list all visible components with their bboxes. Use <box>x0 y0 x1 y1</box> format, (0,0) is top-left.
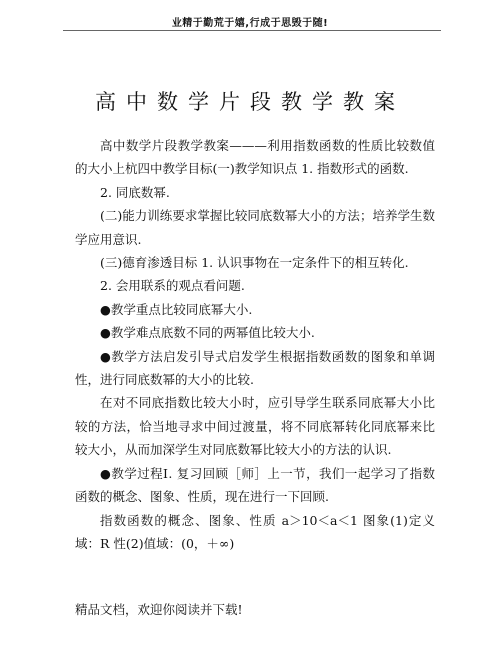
paragraph-connection-view: 2. 会用联系的观点看问题. <box>100 278 245 294</box>
paragraph-moral-goals: (三)德育渗透目标 1. 认识事物在一定条件下的相互转化. <box>100 255 409 271</box>
paragraph-teaching-focus: ●教学重点比较同底幂大小. <box>100 301 253 317</box>
footer-note: 精品文档，欢迎你阅读并下载! <box>75 602 243 617</box>
paragraph-function-properties: 指数函数的概念、图象、性质 a＞10＜a＜1 图象(1)定义域：R 性(2)值域：(0，＋∞) <box>75 512 435 551</box>
paragraph-intro: 高中数学片段教学教案———利用指数函数的性质比较数值的大小上杭四中教学目标(一)教学知识点 1. 指数形式的函数. <box>75 138 435 177</box>
header-motto: 业精于勤荒于嬉,行成于思毁于随! <box>171 18 329 29</box>
document-body <box>75 134 435 555</box>
paragraph-teaching-process: ●教学过程Ⅰ. 复习回顾［师］上一节，我们一起学习了指数函数的概念、图象、性质，现在进行一下回顾. <box>75 465 435 505</box>
paragraph-comparison-guidance: 在对不同底指数比较大小时，应引导学生联系同底幂大小比较的方法，恰当地寻求中间过渡量，将不同底幂转化同底幂来比较大小，从而加深学生对同底数幂比较大小的方法的认识. <box>75 395 435 458</box>
paragraph-ability-goals: (二)能力训练要求掌握比较同底数幂大小的方法；培养学生数学应用意识. <box>75 208 435 247</box>
paragraph-teaching-difficulty: ●教学难点底数不同的两幂值比较大小. <box>100 325 315 341</box>
paragraph-same-base-power: 2. 同底数幂. <box>100 184 170 200</box>
header-divider <box>63 30 441 31</box>
document-title: 高中数学片段教学教案 <box>95 90 405 114</box>
paragraph-teaching-method: ●教学方法启发引导式启发学生根据指数函数的图象和单调性，进行同底数幂的大小的比较. <box>75 348 435 388</box>
